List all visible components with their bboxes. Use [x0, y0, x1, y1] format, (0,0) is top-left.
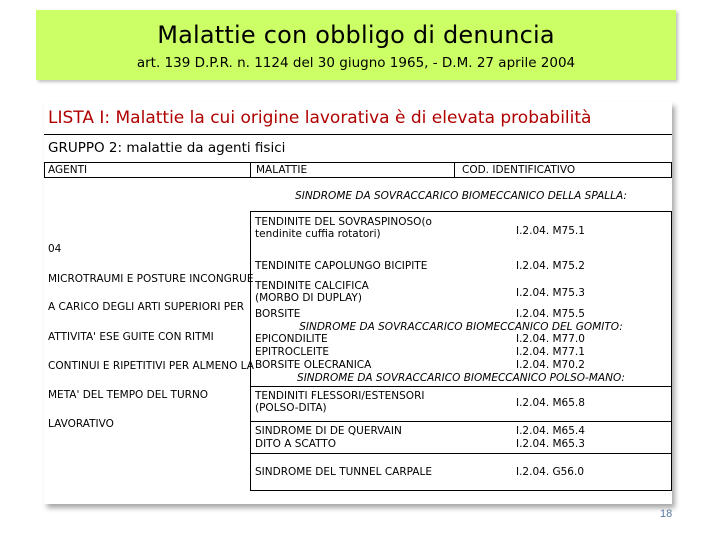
disease-name: TENDINITE CALCIFICA (MORBO DI DUPLAY) — [255, 280, 369, 304]
disease-code: I.2.04. M65.8 — [516, 397, 585, 409]
agente-line: META' DEL TEMPO DEL TURNO — [48, 389, 209, 401]
disease-code: I.2.04. M65.4 — [516, 425, 585, 437]
grid-line — [44, 163, 45, 177]
column-header-codice: COD. IDENTIFICATIVO — [462, 164, 576, 176]
grid-line — [250, 211, 672, 212]
gruppo-heading: GRUPPO 2: malattie da agenti fisici — [48, 140, 286, 156]
disease-table — [44, 163, 672, 503]
disease-code: I.2.04. M75.1 — [516, 225, 585, 237]
grid-line — [671, 211, 672, 491]
disease-name: EPITROCLEITE — [255, 346, 329, 358]
section-spalla: SINDROME DA SOVRACCARICO BIOMECCANICO DELLA SPALLA: — [295, 190, 627, 202]
agente-line: ATTIVITA' ESE GUITE CON RITMI — [48, 331, 214, 343]
disease-code: I.2.04. G56.0 — [516, 466, 585, 478]
disease-name: BORSITE OLECRANICA — [255, 359, 372, 371]
agente-line: CONTINUI E RIPETITIVI PER ALMENO LA — [48, 360, 254, 372]
agente-line: A CARICO DEGLI ARTI SUPERIORI PER — [48, 301, 245, 313]
disease-name: TENDINITI FLESSORI/ESTENSORI (POLSO-DITA) — [255, 390, 425, 414]
disease-name: EPICONDILITE — [255, 333, 328, 345]
grid-line — [250, 421, 672, 422]
disease-name: SINDROME DEL TUNNEL CARPALE — [255, 466, 432, 478]
grid-line — [250, 163, 251, 177]
disease-list-document — [44, 102, 672, 504]
lista-heading: LISTA I: Malattie la cui origine lavorativa è di elevata probabilità — [48, 108, 592, 128]
title-banner — [36, 10, 676, 80]
disease-code: I.2.04. M65.3 — [516, 438, 585, 450]
disease-code: I.2.04. M75.5 — [516, 308, 585, 320]
disease-code: I.2.04. M77.0 — [516, 333, 585, 345]
disease-name: BORSITE — [255, 308, 301, 320]
disease-name: DITO A SCATTO — [255, 438, 336, 450]
divider — [44, 134, 672, 135]
section-gomito: SINDROME DA SOVRACCARICO BIOMECCANICO DEL GOMITO: — [299, 321, 623, 333]
grid-line — [250, 490, 672, 491]
slide-title: Malattie con obbligo di denuncia — [157, 21, 555, 49]
column-header-malattie: MALATTIE — [256, 164, 308, 176]
agente-line: LAVORATIVO — [48, 418, 114, 430]
column-header-agenti: AGENTI — [48, 164, 88, 176]
disease-name: TENDINITE CAPOLUNGO BICIPITE — [255, 260, 428, 272]
page-number: 18 — [660, 508, 673, 520]
section-polso: SINDROME DA SOVRACCARICO BIOMECCANICO POLSO-MANO: — [297, 372, 625, 384]
agente-line: MICROTRAUMI E POSTURE INCONGRUE — [48, 273, 254, 285]
disease-code: I.2.04. M75.2 — [516, 260, 585, 272]
disease-code: I.2.04. M70.2 — [516, 359, 585, 371]
disease-name: TENDINITE DEL SOVRASPINOSO(o tendinite cuffia rotatori) — [255, 216, 432, 240]
grid-line — [250, 386, 672, 387]
disease-name: SINDROME DI DE QUERVAIN — [255, 425, 402, 437]
agente-number: 04 — [48, 243, 62, 255]
grid-line — [454, 163, 455, 177]
grid-line — [671, 163, 672, 177]
disease-code: I.2.04. M75.3 — [516, 287, 585, 299]
grid-line — [250, 453, 672, 454]
disease-code: I.2.04. M77.1 — [516, 346, 585, 358]
slide-subtitle: art. 139 D.P.R. n. 1124 del 30 giugno 1965, - D.M. 27 aprile 2004 — [136, 55, 576, 71]
grid-line — [44, 177, 672, 178]
grid-line — [250, 211, 251, 491]
